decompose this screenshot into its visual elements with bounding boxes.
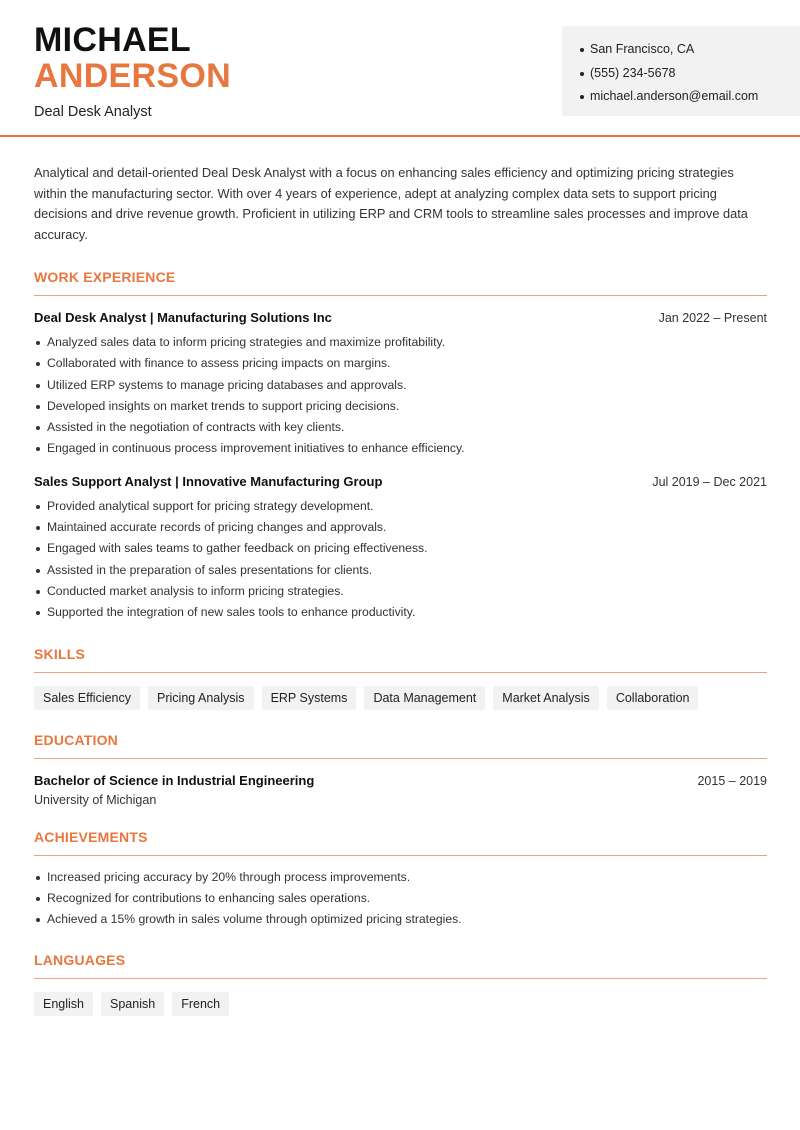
language-tag: Spanish [101, 992, 164, 1016]
last-name: ANDERSON [34, 57, 231, 95]
list-item: Developed insights on market trends to support pricing decisions. [34, 396, 767, 417]
contact-location: San Francisco, CA [580, 38, 800, 62]
skill-tag: ERP Systems [262, 686, 357, 710]
job-title: Deal Desk Analyst | Manufacturing Solutions Inc [34, 310, 332, 325]
list-item: Increased pricing accuracy by 20% through process improvements. [34, 867, 767, 888]
list-item: Assisted in the preparation of sales presentations for clients. [34, 560, 767, 581]
contact-email[interactable]: michael.anderson@email.com [580, 85, 800, 109]
education-section [34, 732, 767, 807]
section-title: LANGUAGES [34, 952, 767, 979]
list-item: Supported the integration of new sales tools to enhance productivity. [34, 602, 767, 623]
list-item: Conducted market analysis to inform pricing strategies. [34, 581, 767, 602]
name-block [34, 22, 231, 120]
list-item: Recognized for contributions to enhancing sales operations. [34, 888, 767, 909]
list-item: Assisted in the negotiation of contracts with key clients. [34, 417, 767, 438]
section-title: ACHIEVEMENTS [34, 829, 767, 856]
contact-phone: (555) 234-5678 [580, 62, 800, 86]
language-tag: French [172, 992, 229, 1016]
section-title: EDUCATION [34, 732, 767, 759]
skill-tag: Sales Efficiency [34, 686, 140, 710]
list-item: Engaged in continuous process improvement initiatives to enhance efficiency. [34, 438, 767, 459]
achievements-section [34, 829, 767, 931]
degree: Bachelor of Science in Industrial Engineering [34, 772, 315, 788]
job-header [34, 310, 767, 325]
list-item: Analyzed sales data to inform pricing strategies and maximize profitability. [34, 332, 767, 353]
list-item: Collaborated with finance to assess pricing impacts on margins. [34, 353, 767, 374]
education-header [34, 773, 767, 788]
job-title: Deal Desk Analyst [34, 104, 152, 120]
list-item: Maintained accurate records of pricing changes and approvals. [34, 517, 767, 538]
summary: Analytical and detail-oriented Deal Desk Analyst with a focus on enhancing sales efficiency and optimizing pricing strategies within the manufacturing sector. With over 4 years of experience, adept at analyzing complex data sets to support pricing decisions and drive revenue growth. Proficient in utilizing ERP and CRM tools to streamline sales processes and improve data accuracy. [34, 165, 748, 242]
skills-section [34, 646, 767, 710]
school: University of Michigan [34, 792, 157, 807]
skill-tags [34, 686, 767, 710]
job-bullets [34, 496, 767, 624]
languages-section [34, 952, 767, 1016]
job-title: Sales Support Analyst | Innovative Manufacturing Group [34, 473, 383, 489]
section-title: WORK EXPERIENCE [34, 269, 767, 296]
job-dates: Jul 2019 – Dec 2021 [652, 474, 767, 489]
skill-tag: Market Analysis [493, 686, 599, 710]
resume-body [34, 163, 767, 1016]
achievement-list [34, 867, 767, 931]
job-dates: Jan 2022 – Present [658, 311, 767, 325]
resume-header [0, 0, 800, 137]
section-title: SKILLS [34, 646, 767, 673]
skill-tag: Data Management [364, 686, 485, 710]
list-item: Achieved a 15% growth in sales volume through optimized pricing strategies. [34, 909, 767, 930]
work-experience-section [34, 269, 767, 624]
language-tag: English [34, 992, 93, 1016]
job-bullets [34, 332, 767, 460]
job-header [34, 474, 767, 489]
contact-box [562, 26, 800, 116]
list-item: Provided analytical support for pricing strategy development. [34, 496, 767, 517]
list-item: Engaged with sales teams to gather feedback on pricing effectiveness. [34, 538, 767, 559]
skill-tag: Collaboration [607, 686, 699, 710]
skill-tag: Pricing Analysis [148, 686, 254, 710]
language-tags [34, 992, 767, 1016]
first-name: MICHAEL [34, 21, 191, 59]
education-dates: 2015 – 2019 [697, 773, 767, 788]
list-item: Utilized ERP systems to manage pricing databases and approvals. [34, 375, 767, 396]
